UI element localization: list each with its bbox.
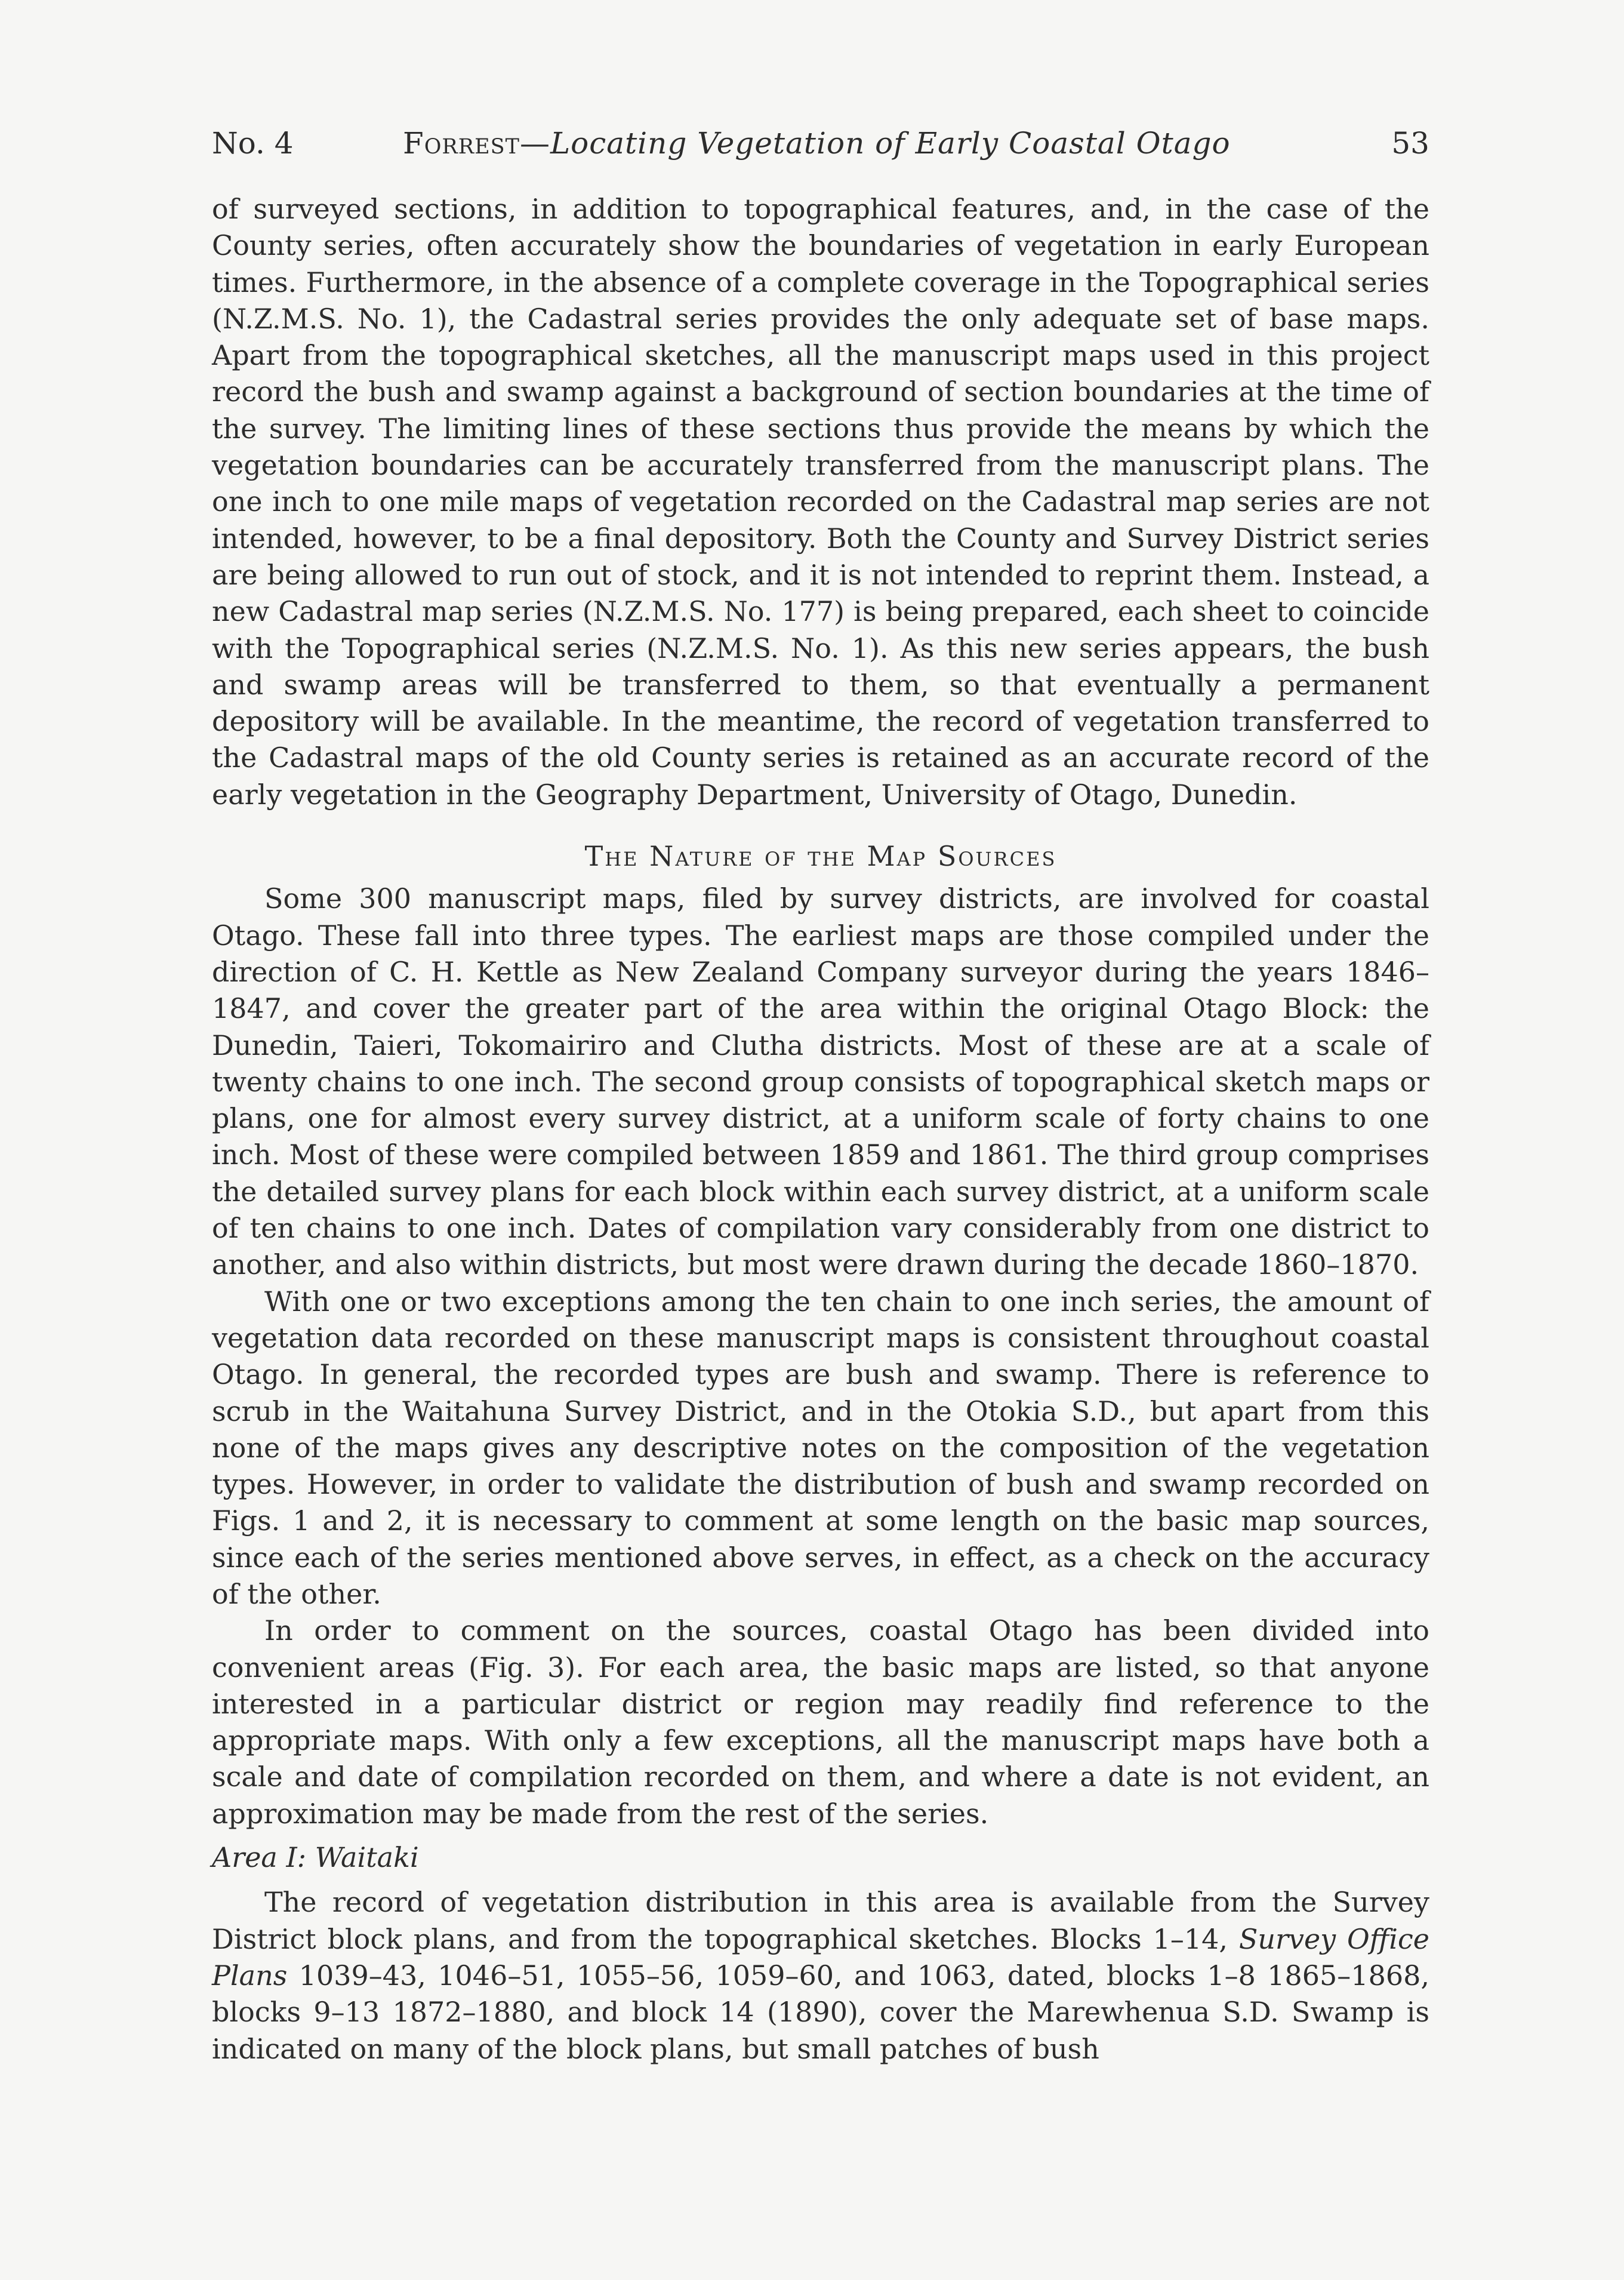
paragraph: With one or two exceptions among the ten chain to one inch series, the amount of vegetation data recorded on these manuscript maps is consistent throughout coastal Otago. In general, the recorded types are bush and swamp. There is reference to scrub in the Waitahuna Survey District, and in the Otokia S.D., but apart from this none of the maps gives any descriptive notes on the composition of the vegetation types. However, in order to validate the distribution of bush and swamp recorded on Figs. 1 and 2, it is necessary to comment at some length on the basic map sources, since each of the series mentioned above serves, in effect, as a check on the accuracy of the other. — [212, 1285, 1429, 1610]
paragraph: of surveyed sections, in addition to topographical features, and, in the case of the County series, often accurately show the boundaries of vegetation in early European times. Furthermore, in the absence of a complete coverage in the Topographical series (N.Z.M.S. No. 1), the Cadastral series provides the only adequate set of base maps. Apart from the topographical sketches, all the manuscript maps used in this project record the bush and swamp against a background of section boundaries at the time of the survey. The limiting lines of these sections thus provide the means by which the vegetation boundaries can be accurately transferred from the manuscript plans. The one inch to one mile maps of vegetation recorded on the Cadastral map series are not intended, however, to be a final depository. Both the County and Survey District series are being allowed to run out of stock, and it is not intended to reprint them. Instead, a new Cadastral map series (N.Z.M.S. No. 177) is being prepared, each sheet to coincide with the Topographical series (N.Z.M.S. No. 1). As this new series appears, the bush and swamp areas will be transferred to them, so that eventually a permanent depository will be available. In the meantime, the record of vegetation transferred to the Cadastral maps of the old County series is retained as an accurate record of the early vegetation in the Geography Department, University of Otago, Dunedin. — [212, 193, 1429, 811]
page-number: 53 — [1391, 126, 1429, 161]
section-heading: The Nature of the Map Sources — [584, 840, 1057, 873]
issue-number: No. 4 — [212, 126, 294, 161]
article-title-line — [403, 119, 1231, 167]
paragraph: Some 300 manuscript maps, filed by survey districts, are involved for coastal Otago. These fall into three types. The earliest maps are those compiled under the direction of C. H. Kettle as New Zealand Company surveyor during the years 1846–1847, and cover the greater part of the area within the original Otago Block: the Dunedin, Taieri, Tokomairiro and Clutha districts. Most of these are at a scale of twenty chains to one inch. The second group consists of topographical sketch maps or plans, one for almost every survey district, at a uniform scale of forty chains to one inch. Most of these were compiled between 1859 and 1861. The third group comprises the detailed survey plans for each block within each survey district, at a uniform scale of ten chains to one inch. Dates of compilation vary considerably from one district to another, and also within districts, but most were drawn during the decade 1860–1870. — [212, 882, 1429, 1281]
paragraph-text: The record of vegetation distribution in this area is available from the Survey District block plans, and from the topographical sketches. Blocks 1–14, — [212, 1886, 1429, 1955]
title-separator: — — [519, 126, 550, 161]
italic-reference: Survey Office Plans — [212, 1922, 1430, 1992]
body-text — [212, 191, 1429, 2067]
article-title: Locating Vegetation of Early Coastal Otago — [550, 126, 1231, 161]
page — [212, 119, 1429, 2067]
subsection-heading: Area I: Waitaki — [212, 1841, 419, 1874]
paragraph-text: 1039–43, 1046–51, 1055–56, 1059–60, and 1063, dated, blocks 1–8 1865–1868, blocks 9–13 1872–1880, and block 14 (1890), cover the Marewhenua S.D. Swamp is indicated on many of the block plans, but small patches of bush — [212, 1959, 1429, 2065]
paragraph: In order to comment on the sources, coastal Otago has been divided into convenient areas (Fig. 3). For each area, the basic maps are listed, so that anyone interested in a particular district or region may readily find reference to the appropriate maps. With only a few exceptions, all the manuscript maps have both a scale and date of compilation recorded on them, and where a date is not evident, an approximation may be made from the rest of the series. — [212, 1614, 1429, 1830]
author-name: Forrest — [403, 126, 520, 161]
running-head — [212, 119, 1429, 167]
paragraph — [212, 1884, 1429, 2067]
